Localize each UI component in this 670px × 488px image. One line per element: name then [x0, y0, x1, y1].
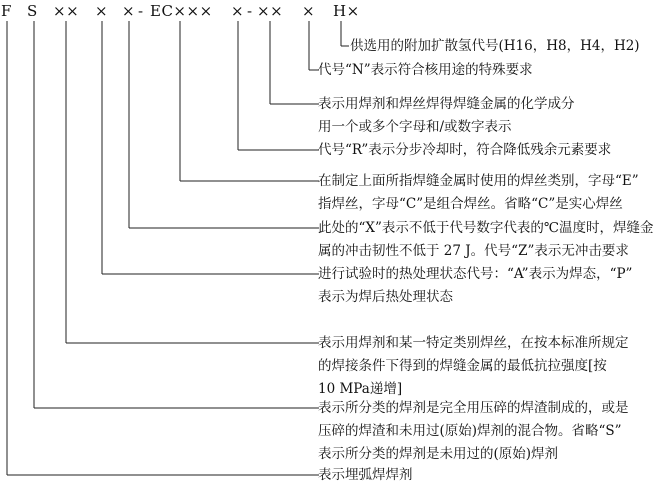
desc-heat-2: 表示为焊后热处理状态: [318, 289, 453, 305]
code-r: ×: [231, 2, 245, 20]
code-f: F: [1, 2, 12, 20]
desc-impact-1: 此处的“X”表示不低于代号数字代表的℃温度时，焊缝金: [318, 220, 654, 236]
code-impact: ×: [122, 2, 136, 20]
code-heat: ×: [95, 2, 109, 20]
desc-metal-1: 表示用焊剂和焊丝焊得焊缝金属的化学成分: [318, 96, 575, 112]
code-n: ×: [302, 2, 316, 20]
code-metal: ××: [257, 2, 284, 20]
code-strength: ××: [53, 2, 80, 20]
desc-nuclear: 代号“N”表示符合核用途的特殊要求: [318, 62, 533, 78]
code-dash-2: -: [247, 2, 253, 20]
desc-strength-3: 10 MPa递增]: [318, 381, 403, 397]
desc-wire-1: 在制定上面所指焊缝金属时使用的焊丝类别，字母“E”: [318, 173, 639, 189]
code-dash-1: -: [138, 2, 144, 20]
desc-saw: 表示埋弧焊焊剂: [318, 467, 413, 483]
desc-strength-1: 表示用焊剂和某一特定类别焊丝，在按本标准所规定: [318, 335, 629, 351]
desc-stepcool: 代号“R”表示分步冷却时，符合降低残余元素要求: [318, 142, 612, 158]
code-h: H×: [333, 2, 360, 20]
code-s: S: [27, 2, 38, 20]
desc-flux-1: 表示所分类的焊剂是完全用压碎的焊渣制成的，或是: [318, 400, 629, 416]
desc-strength-2: 的焊接条件下得到的焊缝金属的最低抗拉强度[按: [318, 358, 607, 374]
code-ec: EC×××: [150, 2, 213, 20]
desc-heat-1: 进行试验时的热处理状态代号：“A”表示为焊态，“P”: [318, 266, 633, 282]
desc-metal-2: 用一个或多个字母和/或数字表示: [318, 119, 512, 135]
desc-wire-2: 指焊丝，字母“C”是组合焊丝。省略“C”是实心焊丝: [318, 196, 623, 212]
desc-flux-2: 压碎的焊渣和未用过(原始)焊剂的混合物。省略“S”: [318, 423, 622, 439]
desc-hydrogen: 供选用的附加扩散氢代号(H16，H8，H4，H2): [350, 38, 640, 54]
desc-flux-3: 表示所分类的焊剂是未用过的(原始)焊剂: [318, 446, 559, 462]
desc-impact-2: 属的冲击韧性不低于 27 J。代号“Z”表示无冲击要求: [318, 243, 629, 259]
